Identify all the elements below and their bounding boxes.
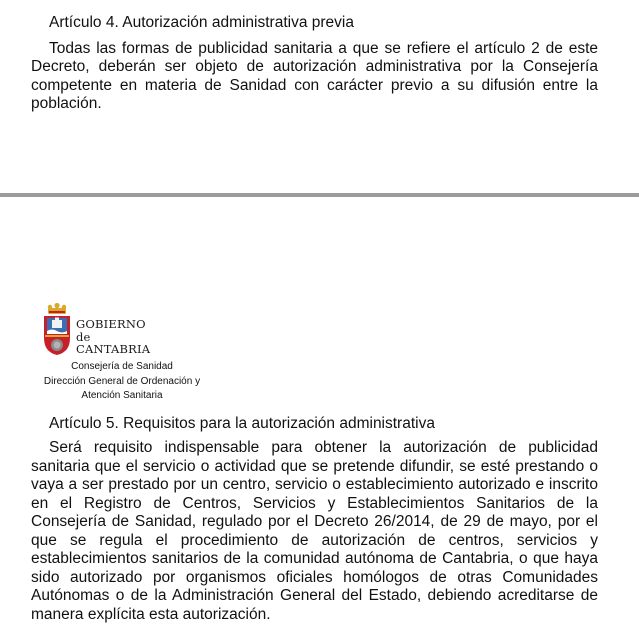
government-logo — [32, 302, 212, 402]
logo-wordmark — [76, 318, 150, 356]
department-caption — [32, 360, 212, 404]
article-4-heading: Artículo 4. Autorización administrativa previa — [49, 14, 354, 31]
page-top — [0, 0, 639, 193]
article-5-body: Será requisito indispensable para obtener la autorización de publicidad sanitaria que el servicio o actividad que se pretende difundir, se esté prestando o vaya a ser prestado por un centro, servicio o establecimiento autorizado e inscrito en el Registro de Centros, Servicios y Establecimientos Sanitarios de la Consejería de Sanidad, regulado por el Decreto 26/2014, de 29 de mayo, por el que se regula el procedimiento de autorización de centros, servicios y establecimientos sanitarios de la comunidad autónoma de Cantabria, o que haya sido autorizado por organismos oficiales homólogos de otras Comunidades Autónomas o de la Administración General del Estado, debiendo acreditarse de manera explícita esta autorización. — [31, 439, 598, 623]
logo-line-de: de — [76, 329, 91, 344]
logo-line-cantabria: CANTABRIA — [76, 342, 151, 356]
article-4-body: Todas las formas de publicidad sanitaria a que se refiere el artículo 2 de este Decreto, deberán ser objeto de autorización administrativa por la Consejería competente en materia de Sanidad con carácter previo a su difusión entre la población. — [31, 40, 598, 113]
department-line-1: Consejería de Sanidad — [71, 361, 173, 372]
department-line-3: Atención Sanitaria — [81, 390, 163, 402]
article-5-heading: Artículo 5. Requisitos para la autorización administrativa — [49, 415, 435, 432]
coat-of-arms-icon — [41, 302, 73, 356]
logo-line-gobierno: GOBIERNO — [76, 317, 146, 331]
department-line-2: Dirección General de Ordenación y — [43, 375, 201, 387]
